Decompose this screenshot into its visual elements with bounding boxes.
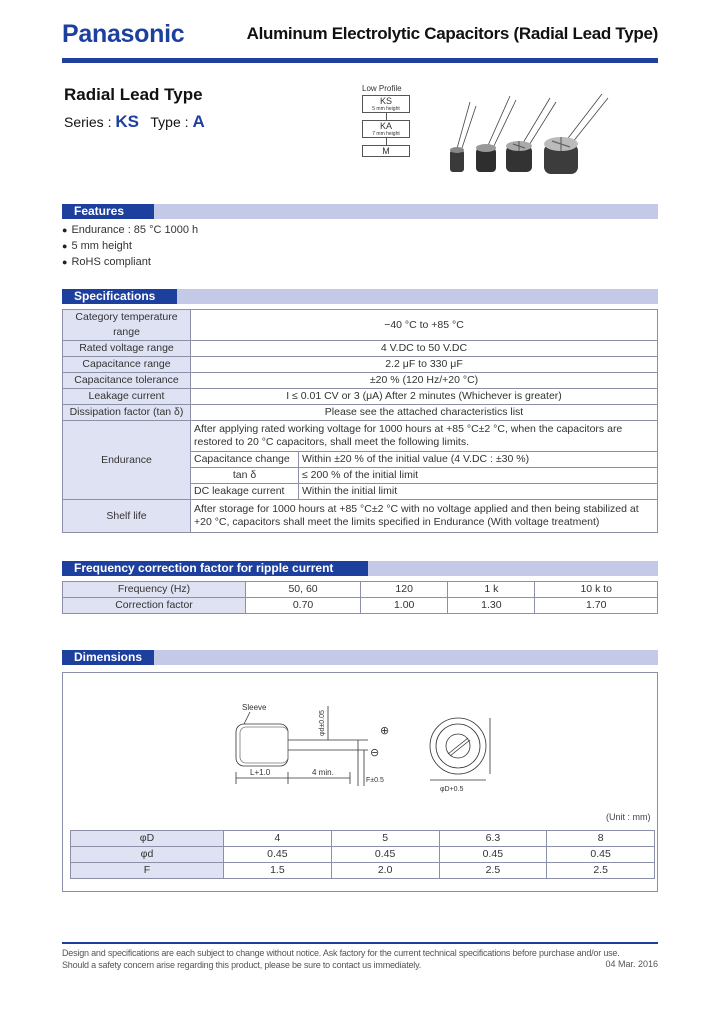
shelf-life-value: After storage for 1000 hours at +85 °C±2 °C with no voltage applied and then being stabilized at +20 °C, capacitors shall meet the limits specified in Endurance (With voltage treatment) <box>191 500 658 533</box>
dim-value: 6.3 <box>439 831 547 847</box>
dimensions-section-bar <box>62 650 658 665</box>
lp-connector <box>386 138 387 145</box>
capacitor-product-image <box>440 92 620 184</box>
table-row <box>71 863 655 879</box>
dim-value: 4 <box>224 831 332 847</box>
sleeve-label: Sleeve <box>242 703 267 712</box>
footer-line: Should a safety concern arise regarding this product, please be sure to contact us immediately. <box>62 960 422 970</box>
frequency-value: 1 k <box>448 582 535 598</box>
footer-date: 04 Mar. 2016 <box>605 959 658 969</box>
dim-value: 0.45 <box>439 847 547 863</box>
spec-value: 4 V.DC to 50 V.DC <box>191 341 658 357</box>
lead-min-label: 4 min. <box>312 768 334 777</box>
document-title: Aluminum Electrolytic Capacitors (Radial Lead Type) <box>246 24 658 43</box>
spec-value: I ≤ 0.01 CV or 3 (μA) After 2 minutes (Whichever is greater) <box>191 389 658 405</box>
spec-label: Rated voltage range <box>63 341 191 357</box>
table-row <box>63 373 658 389</box>
lp-code: M <box>382 146 390 156</box>
frequency-section-bar <box>62 561 658 576</box>
lp-sub: 5 mm height <box>372 106 400 112</box>
specifications-table <box>62 309 658 533</box>
series-value: KS <box>115 112 139 131</box>
endurance-limit: Within ±20 % of the initial value (4 V.DC : ±30 %) <box>299 452 658 468</box>
dimensions-heading: Dimensions <box>62 650 154 665</box>
product-title: Radial Lead Type <box>64 85 203 104</box>
spec-label: Leakage current <box>63 389 191 405</box>
dim-value: 2.5 <box>439 863 547 879</box>
low-profile-box-m <box>362 145 410 157</box>
table-row <box>63 598 658 614</box>
table-row <box>71 847 655 863</box>
correction-factor-label: Correction factor <box>63 598 246 614</box>
dim-label: φD <box>71 831 224 847</box>
frequency-label: Frequency (Hz) <box>63 582 246 598</box>
page-header <box>62 18 658 58</box>
features-section-bar <box>62 204 658 219</box>
low-profile-box-ka <box>362 120 410 138</box>
table-row <box>71 831 655 847</box>
low-profile-chart <box>362 84 414 157</box>
frequency-value: 10 k to <box>535 582 658 598</box>
feature-item: ● RoHS compliant <box>62 254 198 270</box>
body-diameter-label: φD+0.5 <box>440 786 464 793</box>
dim-value: 1.5 <box>224 863 332 879</box>
dim-value: 0.45 <box>224 847 332 863</box>
spec-label: Capacitance range <box>63 357 191 373</box>
specifications-heading: Specifications <box>62 289 177 304</box>
dim-value: 0.45 <box>331 847 439 863</box>
series-type-line <box>64 112 205 132</box>
header-rule <box>62 58 658 63</box>
minus-icon: ⊖ <box>370 746 380 759</box>
spec-label: Capacitance tolerance <box>63 373 191 389</box>
dim-label: F <box>71 863 224 879</box>
correction-factor-value: 1.00 <box>361 598 448 614</box>
features-heading: Features <box>62 204 154 219</box>
frequency-table <box>62 581 658 614</box>
dimension-diagram <box>228 696 508 796</box>
spec-label: Category temperature range <box>63 310 191 341</box>
frequency-value: 50, 60 <box>246 582 361 598</box>
table-row <box>63 582 658 598</box>
lp-sub: 7 mm height <box>372 131 400 137</box>
plus-icon: ⊕ <box>380 724 390 737</box>
footer-line: Design and specifications are each subject to change without notice. Ask factory for the current technical specifications before purchase and/or use. <box>62 948 620 958</box>
endurance-item: Capacitance change <box>191 452 299 468</box>
dim-value: 8 <box>547 831 655 847</box>
length-label: L+1.0 <box>250 768 271 777</box>
feature-item: ● 5 mm height <box>62 238 198 254</box>
feature-item: ● Endurance : 85 °C 1000 h <box>62 222 198 238</box>
frequency-heading: Frequency correction factor for ripple current <box>62 561 368 576</box>
footer-rule <box>62 942 658 944</box>
lp-connector <box>386 113 387 120</box>
endurance-label: Endurance <box>63 421 191 500</box>
correction-factor-value: 1.30 <box>448 598 535 614</box>
spec-label: Dissipation factor (tan δ) <box>63 405 191 421</box>
dim-value: 5 <box>331 831 439 847</box>
table-row <box>63 310 658 341</box>
frequency-value: 120 <box>361 582 448 598</box>
table-row <box>63 405 658 421</box>
dim-value: 2.0 <box>331 863 439 879</box>
specifications-section-bar <box>62 289 658 304</box>
type-label: Type : <box>150 114 189 130</box>
endurance-limit: ≤ 200 % of the initial limit <box>299 468 658 484</box>
unit-note: (Unit : mm) <box>606 812 651 822</box>
footer-notice <box>62 947 658 971</box>
endurance-item: tan δ <box>191 468 299 484</box>
table-row <box>63 341 658 357</box>
shelf-life-label: Shelf life <box>63 500 191 533</box>
lead-diameter-label: φd±0.05 <box>319 710 326 736</box>
correction-factor-value: 1.70 <box>535 598 658 614</box>
low-profile-box-ks <box>362 95 410 113</box>
endurance-intro: After applying rated working voltage for 1000 hours at +85 °C±2 °C, when the capacitors are restored to 20 °C capacitors, shall meet the following limits. <box>191 421 658 452</box>
type-value: A <box>192 112 205 131</box>
dim-label: φd <box>71 847 224 863</box>
spec-value: −40 °C to +85 °C <box>191 310 658 341</box>
series-label: Series : <box>64 114 112 130</box>
spec-value: 2.2 μF to 330 μF <box>191 357 658 373</box>
endurance-item: DC leakage current <box>191 484 299 500</box>
endurance-limit: Within the initial limit <box>299 484 658 500</box>
spacing-label: F±0.5 <box>366 777 384 784</box>
features-list <box>62 222 198 270</box>
table-row <box>63 389 658 405</box>
lp-code: KS <box>379 96 392 106</box>
dimensions-table <box>70 830 655 879</box>
dim-value: 0.45 <box>547 847 655 863</box>
lp-code: KA <box>379 121 392 131</box>
spec-value: ±20 % (120 Hz/+20 °C) <box>191 373 658 389</box>
correction-factor-value: 0.70 <box>246 598 361 614</box>
table-row <box>63 357 658 373</box>
table-row <box>63 421 658 452</box>
low-profile-label: Low Profile <box>362 84 402 93</box>
spec-value: Please see the attached characteristics list <box>191 405 658 421</box>
table-row <box>63 500 658 533</box>
brand-logo: Panasonic <box>62 20 185 48</box>
dim-value: 2.5 <box>547 863 655 879</box>
